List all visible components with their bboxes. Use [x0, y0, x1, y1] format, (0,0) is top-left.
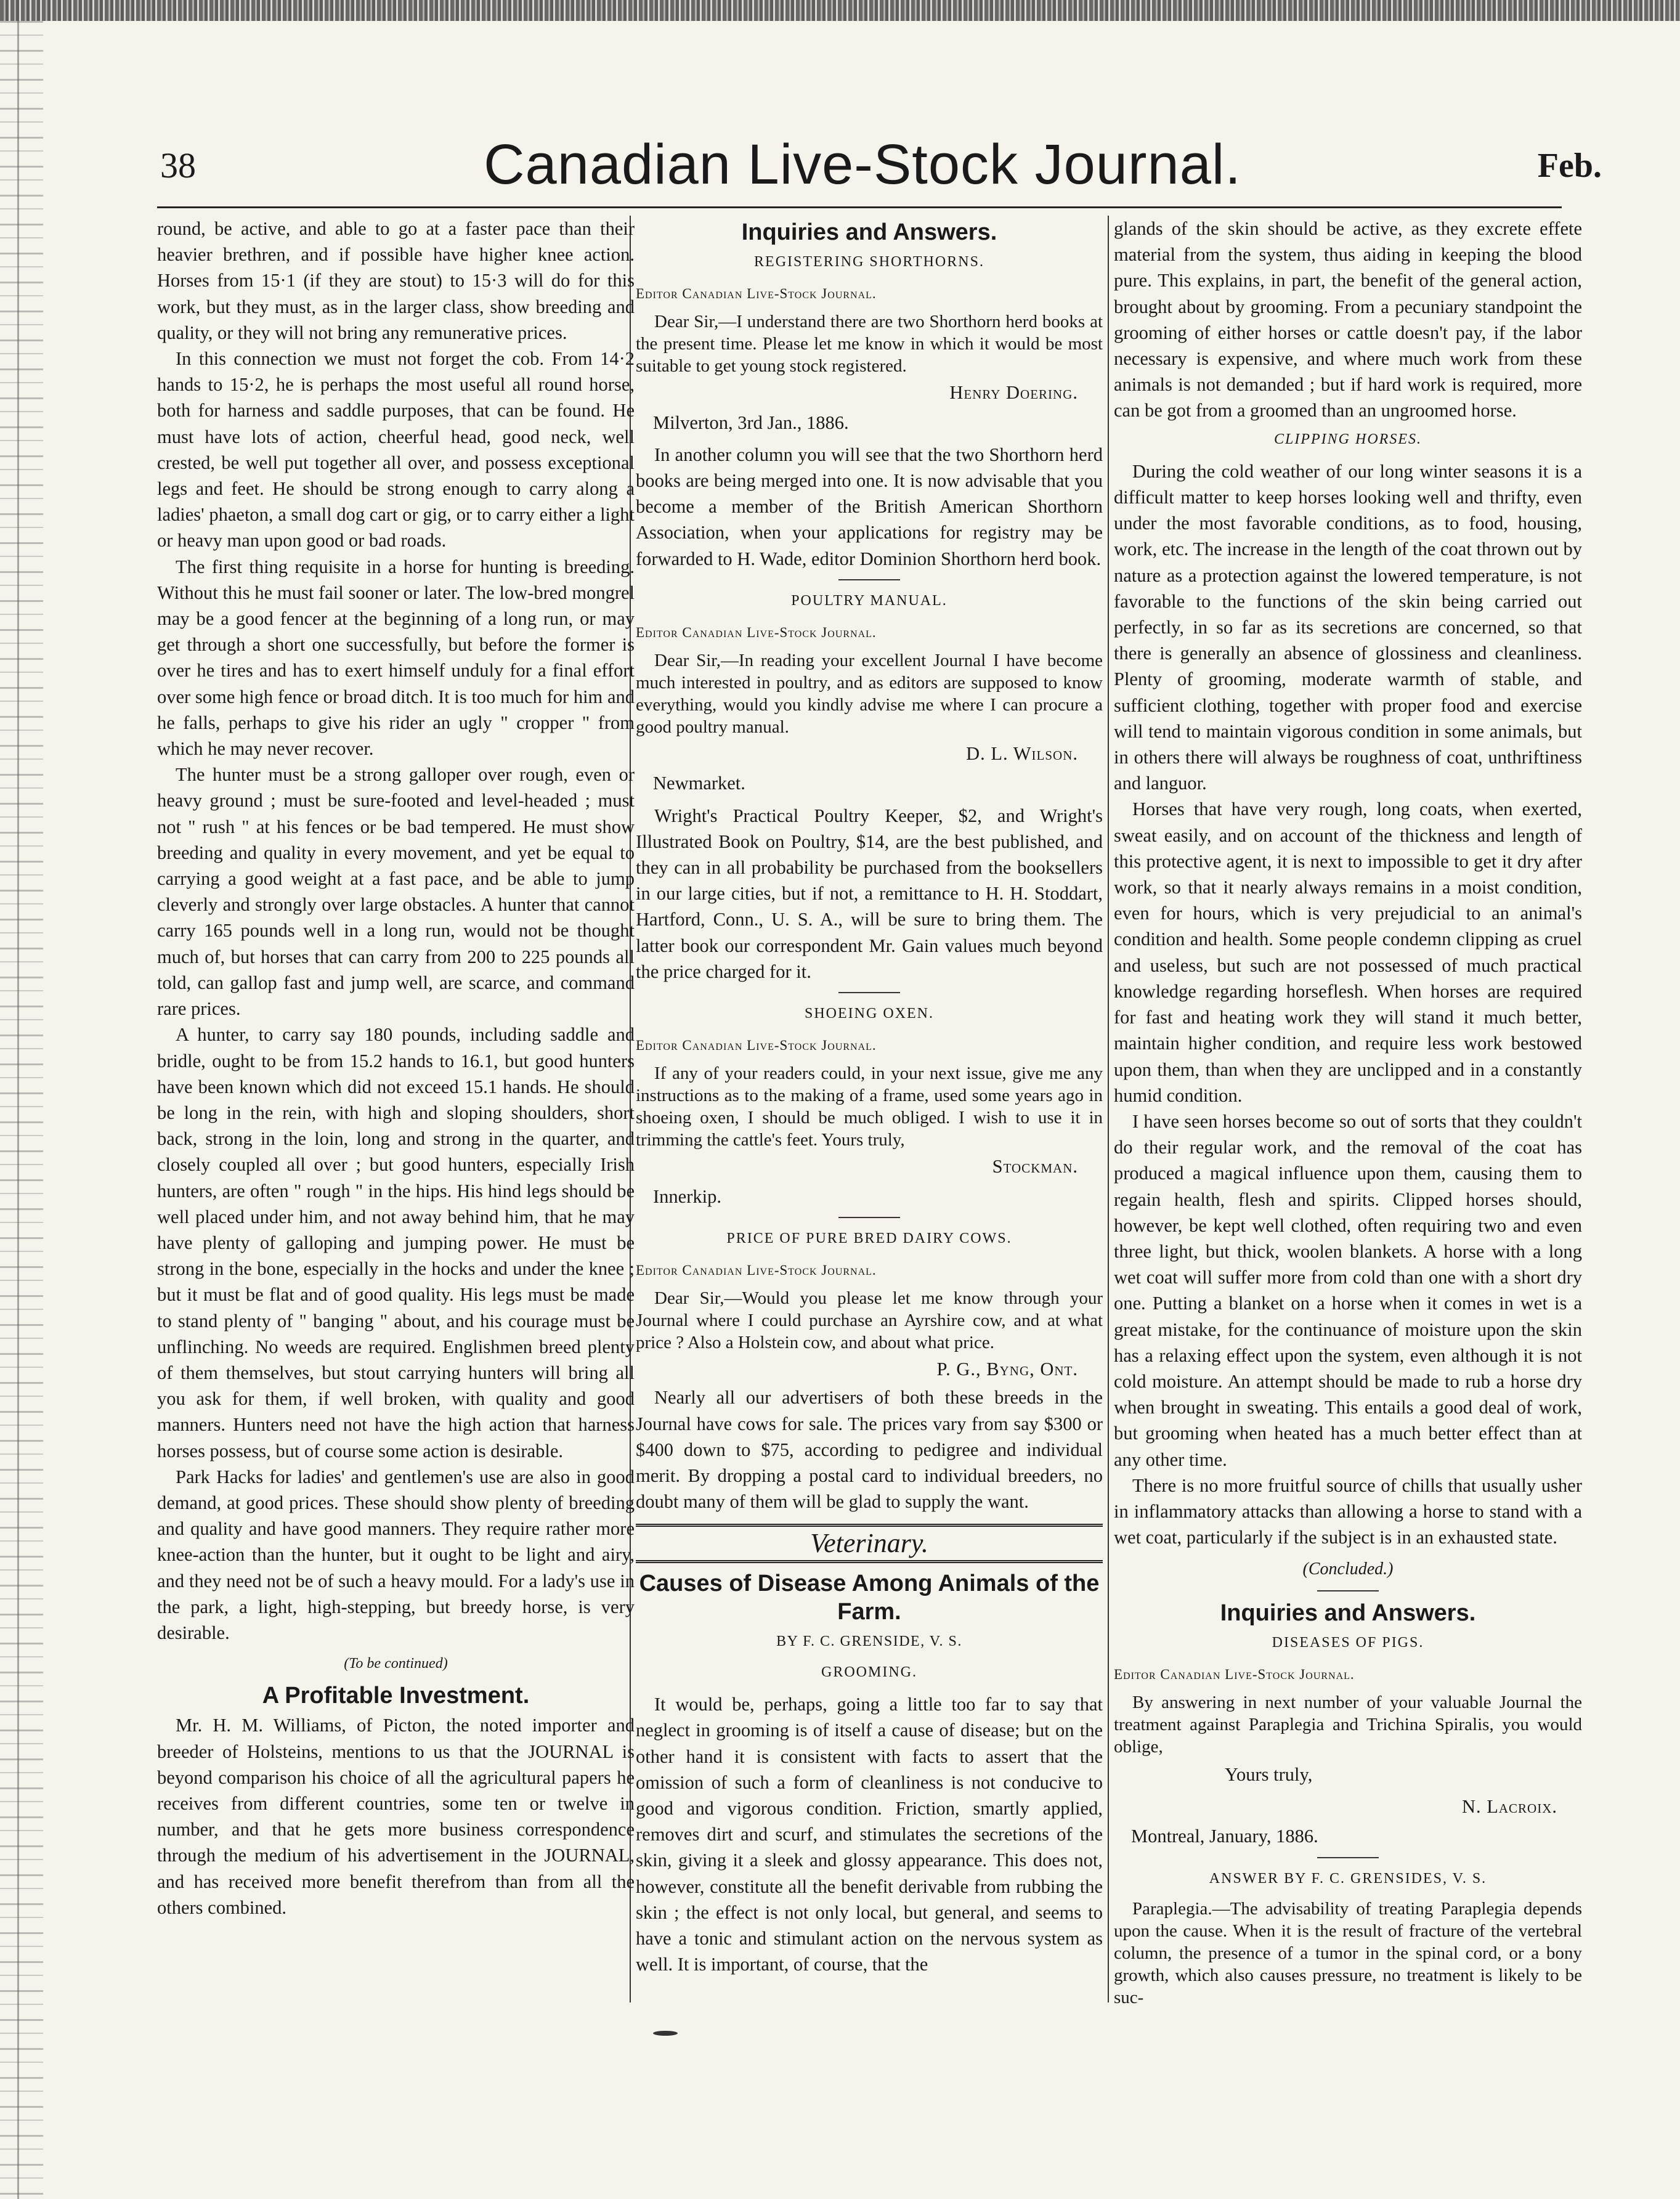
- question-title: REGISTERING SHORTHORNS.: [754, 254, 984, 270]
- editor-salutation: Editor Canadian Live-Stock Journal.: [636, 625, 877, 641]
- signature: P. G., Byng, Ont.: [936, 1359, 1078, 1380]
- paragraph: Mr. H. M. Williams, of Picton, the noted importer and breeder of Holsteins, mentions to us that the JOURNAL is beyond comparison his choice of all the agricultural papers he receives from different countries, some ten or twelve in number, and that he gets more business correspondence through the medium of his advertisement in the JOURNAL, and has received more benefit therefrom than from all the others combined.: [157, 1715, 635, 1918]
- paragraph: glands of the skin should be active, as they excrete effete material from the system, thus aiding in keeping the blood pure. This explains, in part, the benefit of the general action, brought about by grooming. From a pecuniary standpoint the grooming of either horses or cattle doesn't pay, if the labor necessary is expensive, and where much work from these animals is not demanded ; but if hard work is required, more can be got from a groomed than an ungroomed horse.: [1114, 218, 1582, 421]
- paragraph: A hunter, to carry say 180 pounds, including saddle and bridle, ought to be from 15.2 hands to 16.1, but good hunters have been known which did not exceed 15.1 hands. He should be long in the rein, with high and sloping shoulders, short back, strong in the loin, long and strong in the quarter, and closely coupled all over ; but good hunters, especially Irish hunters, are often " rough " in the hips. His hind legs should be well placed under him, and not away behind him, that he may have plenty of galloping and jumping power. He must be strong in the bone, especially in the hocks and under the knee ; but it must be flat and of good quality. His legs must be made to stand plenty of " banging " about, and his courage must be unflinching. No weeds are required. Englishmen breed plenty of them themselves, but stout carrying hunters will bring all you ask for them, if well broken, with quality and good manners. Hunters need not have the high action that harness horses possess, but of course some action is desirable.: [157, 1024, 635, 1461]
- scan-left-edge: [0, 21, 43, 2199]
- letter-text: If any of your readers could, in your next issue, give me any instructions as to the making of a frame, used some years ago in shoeing oxen, I should be much obliged. I wish to use it in trimming the cattle's feet. Yours truly,: [636, 1063, 1103, 1150]
- place-date: Montreal, January, 1886.: [1131, 1826, 1318, 1847]
- paragraph: The hunter must be a strong galloper over rough, even or heavy ground ; must be sure-footed and level-headed ; must not " rush " at his fences or be bad tempered. He must show breeding and quality in every movement, and yet be equal to carrying a good weight at a fast pace, and be able to jump cleverly and strongly over large obstacles. A hunter that cannot carry 165 pounds well in a long run, would not be thought much of, but horses that can carry from 200 to 225 pounds all told, can gallop fast and jump well, are scarce, and command rare prices.: [157, 764, 635, 1020]
- scan-top-edge: [0, 0, 1680, 21]
- letter-text: By answering in next number of your valuable Journal the treatment against Paraplegia and Trichina Spiralis, you would oblige,: [1114, 1692, 1582, 1757]
- paragraph: It would be, perhaps, going a little too far to say that neglect in grooming is of itself a cause of disease; but on the other hand it is consistent with facts to assert that the omission of such a form of cleanliness is not conducive to good and vigorous condition. Friction, smartly applied, removes dirt and scurf, and stimulates the secretions of the skin, giving it a sleek and glossy appearance. This does not, however, constitute all the benefit derivable from rubbing the skin ; the effect is not only local, but general, and seems to have a tonic and stimulant action on the nervous system as well. It is important, of course, that the: [636, 1694, 1103, 1975]
- paragraph: There is no more fruitful source of chills that usually usher in inflammatory attacks than allowing a horse to stand with a wet coat, particularly if the subject is in an exhausted state.: [1114, 1474, 1582, 1548]
- concluded-note: (Concluded.): [1302, 1559, 1394, 1579]
- journal-title: Canadian Live-Stock Journal.: [484, 133, 1241, 196]
- section-heading: Inquiries and Answers.: [741, 219, 997, 245]
- place-date: Milverton, 3rd Jan., 1886.: [653, 412, 849, 433]
- letter-text: Dear Sir,—In reading your excellent Journal I have become much interested in poultry, and as editors are supposed to know everything, would you kindly advise me where I can procure a good poultry manual.: [636, 651, 1103, 738]
- to-be-continued: (To be continued): [344, 1656, 448, 1672]
- issue-month: Feb.: [1537, 147, 1602, 185]
- column-2: [636, 216, 1103, 1977]
- divider: [838, 992, 900, 993]
- signature: D. L. Wilson.: [966, 743, 1078, 765]
- paragraph: During the cold weather of our long winter seasons it is a difficult matter to keep horses looking well and thrifty, even under the most favorable conditions, as to food, housing, work, etc. The increase in the length of the coat thrown out by nature as a protection against the lowered temperature, is not favorable to the functions of the skin being carried out perfectly, in so far as its secretions are concerned, so that there is generally an absence of glossiness and cleanliness. Plenty of grooming, moderate warmth of stable, and sufficient clothing, together with proper food and exercise will tend to maintain vigorous condition in some animals, but in others there will always be roughness of coat, unthriftiness and languor.: [1114, 460, 1582, 794]
- place-date: Newmarket.: [653, 773, 745, 794]
- editor-salutation: Editor Canadian Live-Stock Journal.: [1114, 1666, 1355, 1682]
- column-divider-2: [1108, 216, 1109, 2002]
- paragraph: The first thing requisite in a horse for hunting is breeding. Without this he must fail sooner or later. The low-bred mongrel may be a good fencer at the beginning of a long run, or may get through a short one successfully, but before the former is over he tires and has to exert himself unduly for a final effort over some high fence or broad ditch. It is too much for him and he falls, perhaps to give his rider an ugly " cropper " from which he may never recover.: [157, 556, 635, 760]
- divider: [838, 579, 900, 580]
- question-title: PRICE OF PURE BRED DAIRY COWS.: [726, 1230, 1012, 1246]
- answer-text: Paraplegia.—The advisability of treating Paraplegia depends upon the cause. When it is the result of fracture of the vertebral column, the presence of a tumor in the spinal cord, or a bony growth, which also causes pressure, no treatment is likely to be suc-: [1114, 1898, 1582, 2007]
- column-3: [1114, 216, 1582, 2009]
- letter-text: Dear Sir,—I understand there are two Shorthorn herd books at the present time. Please let me know in which it would be most suitable to get young stock registered.: [636, 312, 1103, 376]
- editor-salutation: Editor Canadian Live-Stock Journal.: [636, 1262, 877, 1278]
- closing: Yours truly,: [1225, 1763, 1313, 1785]
- scan-left-line: [17, 21, 19, 2199]
- divider: [1317, 1590, 1379, 1591]
- signature: Henry Doering.: [949, 382, 1078, 404]
- paragraph: round, be active, and able to go at a faster pace than their heavier brethren, and if possible have higher knee action. Horses from 15·1 (if they are stout) to 15·3 will do for this work, but they must, as in the larger class, show breeding and quality, or they will not bring any remunerative prices.: [157, 218, 635, 343]
- divider: [1317, 1857, 1379, 1858]
- section-banner: Veterinary.: [636, 1524, 1103, 1563]
- ornament: [653, 2027, 678, 2038]
- page-number: 38: [160, 145, 196, 185]
- signature: N. Lacroix.: [1461, 1796, 1557, 1818]
- article-title: A Profitable Investment.: [262, 1683, 530, 1709]
- editor-salutation: Editor Canadian Live-Stock Journal.: [636, 1038, 877, 1054]
- answer-text: Nearly all our advertisers of both these breeds in the Journal have cows for sale. The prices vary from say $300 or $400 down to $75, according to pedigree and individual merit. By dropping a postal card to individual breeders, no doubt many of them will be glad to supply the want.: [636, 1387, 1103, 1513]
- article-title: Causes of Disease Among Animals of the Farm.: [639, 1570, 1100, 1625]
- paragraph: In this connection we must not forget the cob. From 14·2 hands to 15·2, he is perhaps the most useful all round horse, both for harness and saddle purposes, that can be found. He must have lots of action, cheerful head, good neck, well crested, be well put together all over, and possess exceptional legs and feet. He should be strong enough to carry along a ladies' phaeton, a small dog cart or gig, or to carry either a light or heavy man upon good or bad roads.: [157, 348, 635, 551]
- editor-salutation: Editor Canadian Live-Stock Journal.: [636, 286, 877, 302]
- paragraph: Park Hacks for ladies' and gentlemen's use are also in good demand, at good prices. These should show plenty of breeding and quality and have good manners. They require rather more knee-action than the hunter, but it ought to be light and airy, and they need not be of such a heavy mould. For a lady's use in the park, a light, high-stepping, but breedy horse, is very desirable.: [157, 1466, 635, 1643]
- paragraph: Horses that have very rough, long coats, when exerted, sweat easily, and on account of the thickness and length of this protective agent, it is next to impossible to get it dry after work, so that it nearly always remains in a moist condition, even for hours, which is very prejudicial to an animal's condition and health. Some people condemn clipping as cruel and useless, but such are not possessed of much practical knowledge regarding horseflesh. When horses are required for fast and heating work they will stand it much better, maintain higher condition, and require less work bestowed upon them, than when they are unclipped and in a constantly humid condition.: [1114, 799, 1582, 1106]
- header-rule: [157, 206, 1562, 208]
- question-title: DISEASES OF PIGS.: [1272, 1634, 1424, 1651]
- subheading: CLIPPING HORSES.: [1274, 431, 1422, 447]
- section-heading: Inquiries and Answers.: [1220, 1599, 1476, 1626]
- page-header: [123, 132, 1602, 206]
- question-title: POULTRY MANUAL.: [791, 592, 948, 609]
- question-title: SHOEING OXEN.: [805, 1006, 934, 1022]
- subheading: GROOMING.: [821, 1664, 917, 1680]
- answer-text: In another column you will see that the two Shorthorn herd books are being merged into one. It is now advisable that you become a member of the British American Shorthorn Association, when your applications for registry may be forwarded to H. Wade, editor Dominion Shorthorn herd book.: [636, 444, 1103, 569]
- paragraph: I have seen horses become so out of sorts that they couldn't do their regular work, and the removal of the coat has produced a magical influence upon them, causing them to regain health, flesh and spirits. Clipped horses should, however, be kept well clothed, often requiring two and even three light, but thick, woolen blankets. A horse with a long wet coat will suffer more from cold than one with a short dry one. Putting a blanket on a horse when it comes in wet is a great mistake, for the continuance of moisture upon the skin has a relaxing effect upon the system, even although it is not cold moisture. An attempt should be made to rub a horse dry when brought in sweating. This entails a good deal of work, but grooming when heated has a much better effect than at any other time.: [1114, 1110, 1582, 1470]
- answer-text: Wright's Practical Poultry Keeper, $2, and Wright's Illustrated Book on Poultry, $14, are the best published, and they can in all probability be purchased from the booksellers in our large cities, but if not, a remittance to H. H. Stoddart, Hartford, Conn., U. S. A., will be sure to bring them. The latter book our correspondent Mr. Gain values much beyond the price charged for it.: [636, 805, 1103, 982]
- byline: BY F. C. GRENSIDE, V. S.: [776, 1633, 962, 1649]
- signature: Stockman.: [992, 1156, 1078, 1177]
- place-date: Innerkip.: [653, 1185, 721, 1207]
- answer-heading: ANSWER BY F. C. GRENSIDES, V. S.: [1209, 1870, 1487, 1887]
- letter-text: Dear Sir,—Would you please let me know through your Journal where I could purchase an Ayrshire cow, and at what price ? Also a Holstein cow, and about what price.: [636, 1288, 1103, 1353]
- column-1: [157, 216, 635, 1921]
- divider: [838, 1217, 900, 1218]
